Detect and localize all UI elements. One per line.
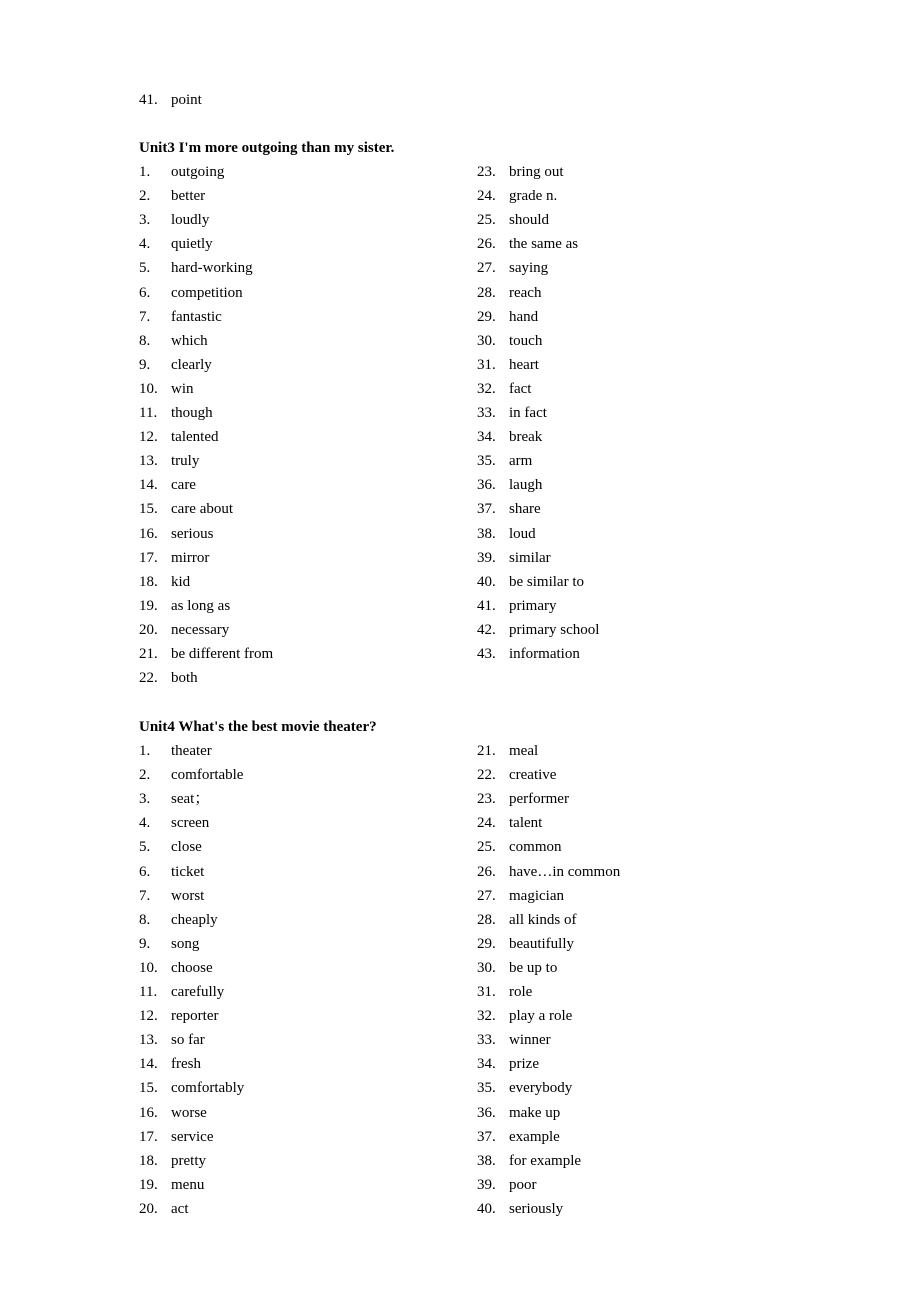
item-word: break bbox=[509, 429, 543, 446]
item-number: 9. bbox=[139, 356, 151, 373]
item-number: 27. bbox=[477, 260, 496, 277]
item-number: 4. bbox=[139, 815, 151, 832]
item-number: 11. bbox=[139, 984, 158, 1000]
item-word: which bbox=[171, 332, 208, 349]
unit4-heading: Unit4 What's the best movie theater? bbox=[139, 719, 377, 735]
item-number: 2. bbox=[139, 767, 151, 784]
item-number: 25. bbox=[477, 839, 496, 856]
item-number: 15. bbox=[139, 1080, 158, 1097]
item-number: 35. bbox=[477, 1080, 496, 1097]
item-number: 28. bbox=[477, 911, 496, 928]
item-word: be different from bbox=[171, 646, 274, 662]
item-number: 29. bbox=[477, 935, 496, 952]
item-number: 13. bbox=[139, 1032, 158, 1049]
item-number: 19. bbox=[139, 1176, 158, 1193]
item-word: beautifully bbox=[509, 935, 574, 952]
item-number: 38. bbox=[477, 525, 496, 542]
item-word: poor bbox=[509, 1176, 537, 1193]
item-word: both bbox=[171, 670, 198, 687]
item-word: loudly bbox=[171, 212, 210, 229]
item-number: 40. bbox=[477, 1200, 496, 1217]
item-word: worst bbox=[171, 887, 205, 904]
item-number: 41. bbox=[139, 92, 158, 108]
item-word: creative bbox=[509, 767, 557, 784]
item-word: necessary bbox=[171, 621, 230, 638]
item-number: 19. bbox=[139, 597, 158, 614]
item-word: meal bbox=[509, 743, 539, 759]
item-word: bring out bbox=[509, 164, 564, 180]
item-number: 18. bbox=[139, 1152, 158, 1169]
item-number: 5. bbox=[139, 839, 151, 856]
item-number: 32. bbox=[477, 380, 496, 397]
item-word: in fact bbox=[509, 405, 547, 421]
item-word: hard-working bbox=[171, 260, 253, 277]
item-word: be similar to bbox=[509, 573, 584, 590]
item-number: 12. bbox=[139, 1008, 158, 1025]
item-word: be up to bbox=[509, 959, 558, 976]
item-number: 39. bbox=[477, 1176, 496, 1193]
item-number: 26. bbox=[477, 236, 496, 253]
item-number: 28. bbox=[477, 284, 496, 301]
item-word: close bbox=[171, 839, 202, 856]
item-number: 29. bbox=[477, 308, 496, 325]
item-number: 7. bbox=[139, 308, 151, 325]
item-number: 34. bbox=[477, 429, 496, 446]
item-number: 17. bbox=[139, 1128, 158, 1145]
item-word: service bbox=[171, 1128, 214, 1145]
item-number: 8. bbox=[139, 911, 151, 928]
item-word: loud bbox=[509, 525, 536, 542]
item-word: though bbox=[171, 405, 213, 421]
item-number: 25. bbox=[477, 212, 496, 229]
item-number: 22. bbox=[139, 670, 158, 687]
item-word: menu bbox=[171, 1176, 205, 1193]
item-word: as long as bbox=[171, 597, 231, 614]
item-word: all kinds of bbox=[509, 911, 577, 928]
item-number: 3. bbox=[139, 791, 151, 808]
item-word: magician bbox=[509, 887, 564, 904]
item-word: choose bbox=[171, 959, 213, 976]
item-word: fresh bbox=[171, 1056, 201, 1073]
item-number: 14. bbox=[139, 1056, 158, 1073]
item-number: 42. bbox=[477, 621, 496, 638]
item-number: 12. bbox=[139, 429, 158, 446]
item-word: role bbox=[509, 984, 533, 1000]
item-word: worse bbox=[171, 1104, 207, 1121]
item-word: cheaply bbox=[171, 911, 218, 928]
item-word: winner bbox=[509, 1032, 551, 1049]
item-number: 5. bbox=[139, 260, 151, 277]
item-word: grade n. bbox=[509, 188, 558, 205]
item-word: hand bbox=[509, 308, 539, 325]
item-word: ticket bbox=[171, 863, 205, 880]
item-word: saying bbox=[509, 260, 549, 277]
item-word: make up bbox=[509, 1104, 561, 1121]
item-number: 22. bbox=[477, 767, 496, 784]
item-word: example bbox=[509, 1128, 560, 1145]
item-word: talented bbox=[171, 429, 219, 446]
item-word: reach bbox=[509, 284, 542, 301]
item-word: play a role bbox=[509, 1008, 573, 1025]
item-word: point bbox=[171, 92, 202, 108]
item-word: performer bbox=[509, 791, 569, 808]
item-number: 8. bbox=[139, 332, 151, 349]
item-number: 26. bbox=[477, 863, 496, 880]
item-number: 11. bbox=[139, 405, 158, 421]
item-word: common bbox=[509, 839, 562, 856]
item-word: screen bbox=[171, 815, 210, 832]
item-number: 35. bbox=[477, 453, 496, 470]
item-number: 16. bbox=[139, 1104, 158, 1121]
item-word: comfortable bbox=[171, 767, 244, 784]
item-word: talent bbox=[509, 815, 543, 832]
item-number: 37. bbox=[477, 501, 496, 518]
item-word: serious bbox=[171, 525, 214, 542]
item-word: everybody bbox=[509, 1080, 573, 1097]
item-number: 10. bbox=[139, 959, 158, 976]
item-word: fact bbox=[509, 380, 532, 397]
item-number: 30. bbox=[477, 332, 496, 349]
item-word: care about bbox=[171, 501, 234, 518]
item-word: touch bbox=[509, 332, 543, 349]
item-number: 2. bbox=[139, 188, 151, 205]
item-word: information bbox=[509, 646, 580, 662]
item-word: arm bbox=[509, 453, 533, 470]
item-number: 30. bbox=[477, 959, 496, 976]
item-word: share bbox=[509, 501, 541, 518]
item-word: win bbox=[171, 380, 194, 397]
item-number: 16. bbox=[139, 525, 158, 542]
item-word: similar bbox=[509, 549, 551, 566]
item-word: the same as bbox=[509, 236, 579, 253]
item-number: 21. bbox=[139, 646, 158, 662]
item-number: 10. bbox=[139, 380, 158, 397]
item-word: seriously bbox=[509, 1200, 564, 1217]
item-word: truly bbox=[171, 453, 200, 470]
item-number: 7. bbox=[139, 887, 151, 904]
item-word: theater bbox=[171, 743, 212, 759]
item-number: 1. bbox=[139, 164, 151, 180]
item-number: 6. bbox=[139, 863, 151, 880]
item-word: clearly bbox=[171, 356, 212, 373]
item-number: 23. bbox=[477, 164, 496, 180]
item-word: carefully bbox=[171, 984, 225, 1000]
item-word: reporter bbox=[171, 1008, 219, 1025]
item-number: 33. bbox=[477, 405, 496, 421]
item-word: laugh bbox=[509, 477, 543, 494]
item-number: 23. bbox=[477, 791, 496, 808]
item-word: outgoing bbox=[171, 164, 225, 180]
item-number: 43. bbox=[477, 646, 496, 662]
item-number: 4. bbox=[139, 236, 151, 253]
item-number: 9. bbox=[139, 935, 151, 952]
item-word: pretty bbox=[171, 1152, 206, 1169]
item-word: primary bbox=[509, 597, 557, 614]
item-number: 41. bbox=[477, 597, 496, 614]
item-number: 27. bbox=[477, 887, 496, 904]
item-number: 40. bbox=[477, 573, 496, 590]
item-number: 24. bbox=[477, 188, 496, 205]
item-number: 33. bbox=[477, 1032, 496, 1049]
item-word: prize bbox=[509, 1056, 539, 1073]
item-number: 20. bbox=[139, 621, 158, 638]
item-number: 20. bbox=[139, 1200, 158, 1217]
item-word: better bbox=[171, 188, 206, 205]
item-number: 14. bbox=[139, 477, 158, 494]
item-word: for example bbox=[509, 1152, 582, 1169]
item-number: 13. bbox=[139, 453, 158, 470]
item-word: kid bbox=[171, 573, 191, 590]
item-number: 18. bbox=[139, 573, 158, 590]
item-number: 36. bbox=[477, 477, 496, 494]
item-number: 31. bbox=[477, 356, 496, 373]
unit3-heading: Unit3 I'm more outgoing than my sister. bbox=[139, 140, 395, 156]
item-word: song bbox=[171, 935, 200, 952]
item-word: quietly bbox=[171, 236, 213, 253]
item-word: seat； bbox=[171, 791, 210, 808]
item-number: 34. bbox=[477, 1056, 496, 1073]
item-word: so far bbox=[171, 1032, 205, 1049]
item-number: 32. bbox=[477, 1008, 496, 1025]
item-word: care bbox=[171, 477, 196, 494]
item-number: 38. bbox=[477, 1152, 496, 1169]
item-word: fantastic bbox=[171, 308, 222, 325]
item-word: heart bbox=[509, 356, 539, 373]
item-number: 1. bbox=[139, 743, 151, 759]
item-number: 36. bbox=[477, 1104, 496, 1121]
item-word: mirror bbox=[171, 549, 210, 566]
item-number: 39. bbox=[477, 549, 496, 566]
item-number: 3. bbox=[139, 212, 151, 229]
item-word: act bbox=[171, 1200, 189, 1217]
item-word: should bbox=[509, 212, 550, 229]
item-number: 37. bbox=[477, 1128, 496, 1145]
item-number: 24. bbox=[477, 815, 496, 832]
item-number: 21. bbox=[477, 743, 496, 759]
item-word: comfortably bbox=[171, 1080, 245, 1097]
item-number: 31. bbox=[477, 984, 496, 1000]
item-number: 17. bbox=[139, 549, 158, 566]
item-number: 15. bbox=[139, 501, 158, 518]
item-word: competition bbox=[171, 284, 243, 301]
item-word: primary school bbox=[509, 621, 600, 638]
item-number: 6. bbox=[139, 284, 151, 301]
item-word: have…in common bbox=[509, 863, 621, 880]
